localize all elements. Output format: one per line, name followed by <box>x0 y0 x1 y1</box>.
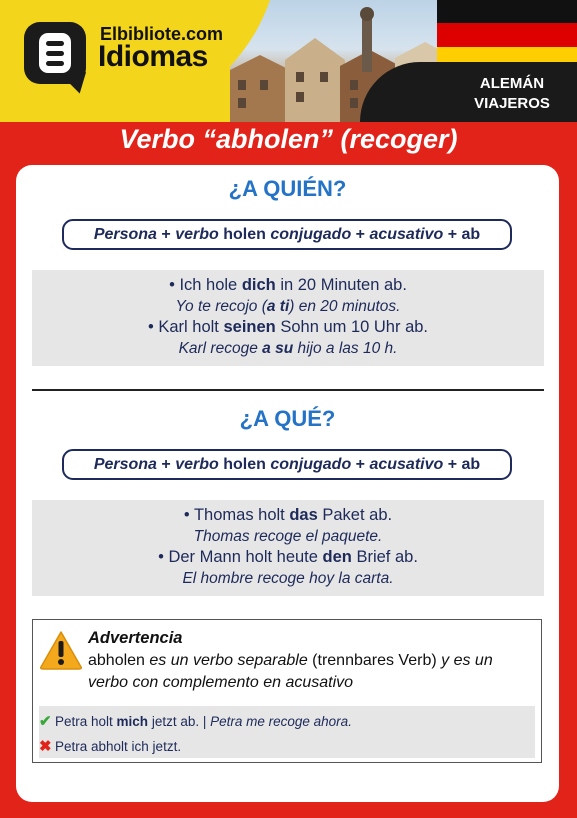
text: Sohn um 10 Uhr ab. <box>275 318 429 336</box>
text: Petra abholt ich jetzt. <box>55 739 182 754</box>
text: (trennbares Verb) <box>307 652 442 669</box>
formula-part: verbo <box>175 226 219 243</box>
section-divider <box>32 389 544 391</box>
text-bold: seinen <box>223 318 276 336</box>
site-name: Elbibliote.com <box>100 24 224 44</box>
badge-language: ALEMÁN <box>479 75 545 92</box>
formula-plus: + <box>351 456 370 473</box>
logo-bar <box>46 41 64 46</box>
check-icon: ✔ <box>39 713 52 730</box>
formula-part: acusativo <box>369 456 444 473</box>
text: abholen <box>88 652 150 669</box>
formula-plus: + <box>443 456 462 473</box>
text-italic: es un verbo separable <box>149 652 308 669</box>
warning-icon <box>39 630 83 670</box>
german-flag <box>437 0 577 70</box>
text: jetzt ab. | <box>148 714 211 729</box>
text-bold: das <box>289 506 318 524</box>
text-bold: mich <box>116 714 149 729</box>
flag-stripe-black <box>437 0 577 23</box>
text: • Der Mann holt heute <box>158 548 323 566</box>
text-bold: a su <box>262 340 294 357</box>
text: • Thomas holt <box>183 506 290 524</box>
text: • Karl holt <box>147 318 224 336</box>
section-heading-que: ¿A QUÉ? <box>239 406 336 431</box>
formula-plus: + <box>443 226 462 243</box>
formula-part: acusativo <box>369 226 444 243</box>
warning-title: Advertencia <box>88 629 183 647</box>
text: Brief ab. <box>351 548 418 566</box>
text-bold: a ti <box>266 298 290 315</box>
text-italic: y es un verbo con complemento en acusativo <box>88 652 493 691</box>
formula-verb: holen <box>218 456 271 473</box>
formula-part: conjugado <box>270 456 352 473</box>
section-heading-quien: ¿A QUIÉN? <box>228 176 347 201</box>
text: Paket ab. <box>317 506 393 524</box>
logo-bubble-tail <box>62 72 89 96</box>
formula-plus: + <box>156 226 176 243</box>
wrong-example <box>39 737 181 755</box>
formula-verb: holen <box>218 226 271 243</box>
page-title: Verbo “abholen” (recoger) <box>119 124 458 154</box>
example-german <box>32 505 544 526</box>
text: ) en 20 minutos. <box>289 298 401 315</box>
formula-part: conjugado <box>270 226 352 243</box>
category-badge-text <box>462 74 562 114</box>
formula-part: verbo <box>175 456 219 473</box>
example-spanish: Thomas recoge el paquete. <box>193 528 383 545</box>
text-italic: Petra me recoge ahora. <box>210 714 352 729</box>
formula-plus: + <box>351 226 370 243</box>
example-spanish <box>32 296 544 317</box>
content-card <box>16 165 559 802</box>
text: hijo a las 10 h. <box>293 340 398 357</box>
text: Yo te recojo ( <box>175 298 267 315</box>
text-bold: dich <box>241 276 276 294</box>
text: Karl recoge <box>178 340 263 357</box>
formula-particle: ab <box>461 226 481 243</box>
warning-box <box>32 619 542 763</box>
formula-que <box>62 449 512 480</box>
logo-bar <box>46 51 64 56</box>
text: • Ich hole <box>169 276 242 294</box>
warning-text <box>88 650 533 694</box>
formula-part: Persona <box>93 226 157 243</box>
formula-quien <box>62 219 512 250</box>
formula-particle: ab <box>461 456 481 473</box>
text: Petra holt <box>55 714 117 729</box>
brand-name: Idiomas <box>98 40 208 73</box>
example-german <box>32 547 544 568</box>
badge-audience: VIAJEROS <box>474 95 550 112</box>
example-spanish <box>32 338 544 359</box>
examples-que <box>32 500 544 596</box>
formula-part: Persona <box>93 456 157 473</box>
example-german <box>32 317 544 338</box>
formula-plus: + <box>156 456 176 473</box>
flag-stripe-red <box>437 23 577 46</box>
example-spanish: El hombre recoge hoy la carta. <box>182 570 394 587</box>
header <box>0 0 577 122</box>
logo-bar <box>46 61 64 66</box>
examples-quien <box>32 270 544 366</box>
text: in 20 Minuten ab. <box>275 276 407 294</box>
correct-example <box>39 712 352 730</box>
example-german <box>32 275 544 296</box>
cross-icon: ✖ <box>39 738 52 755</box>
logo-icon <box>24 22 86 84</box>
text-bold: den <box>322 548 352 566</box>
